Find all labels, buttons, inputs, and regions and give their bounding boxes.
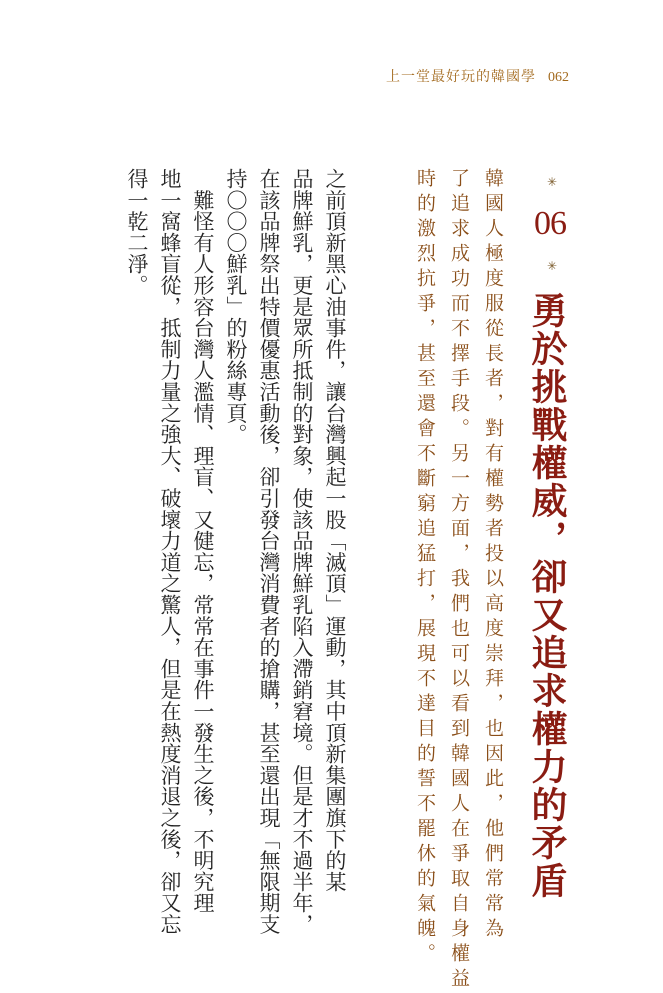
chapter-number-block — [520, 176, 580, 286]
body-line: 持〇〇〇鮮乳」的粉絲專頁。 — [224, 168, 248, 445]
body-line: 在該品牌祭出特價優惠活動後，卻引發台灣消費者的搶購，甚至還出現「無限期支 — [257, 168, 281, 935]
body-line: 品牌鮮乳，更是眾所抵制的對象，使該品牌鮮乳陷入滯銷窘境。但是才不過半年， — [290, 168, 314, 935]
book-title: 上一堂最好玩的韓國學 — [386, 69, 536, 85]
intro-line: 了追求成功而不擇手段。另一方面，我們也可以看到韓國人在爭取自身權益 — [448, 168, 470, 993]
body-text — [115, 168, 351, 935]
body-line: 得一乾二淨。 — [125, 168, 149, 296]
body-line: 之前頂新黑心油事件，讓台灣興起一股「滅頂」運動，其中頂新集團旗下的某 — [323, 168, 347, 893]
chapter-title: 勇於挑戰權威，卻又追求權力的矛盾 — [526, 292, 568, 900]
running-header — [386, 66, 569, 86]
chapter-intro — [410, 168, 510, 993]
chapter-number: 06 — [534, 205, 566, 242]
star-ornament-icon: ✳ — [546, 259, 558, 273]
body-line: 地一窩蜂盲從，抵制力量之強大、破壞力道之驚人，但是在熱度消退之後，卻又忘 — [158, 168, 182, 935]
star-ornament-icon: ✳ — [546, 175, 558, 189]
page-number: 062 — [548, 70, 569, 85]
body-line: 難怪有人形容台灣人濫情、理盲、又健忘，常常在事件一發生之後，不明究理 — [191, 168, 215, 914]
intro-line: 時的激烈抗爭，甚至還會不斷窮追猛打，展現不達目的誓不罷休的氣魄。 — [414, 168, 436, 968]
intro-line: 韓國人極度服從長者，對有權勢者投以高度崇拜，也因此，他們常常為 — [482, 168, 504, 943]
